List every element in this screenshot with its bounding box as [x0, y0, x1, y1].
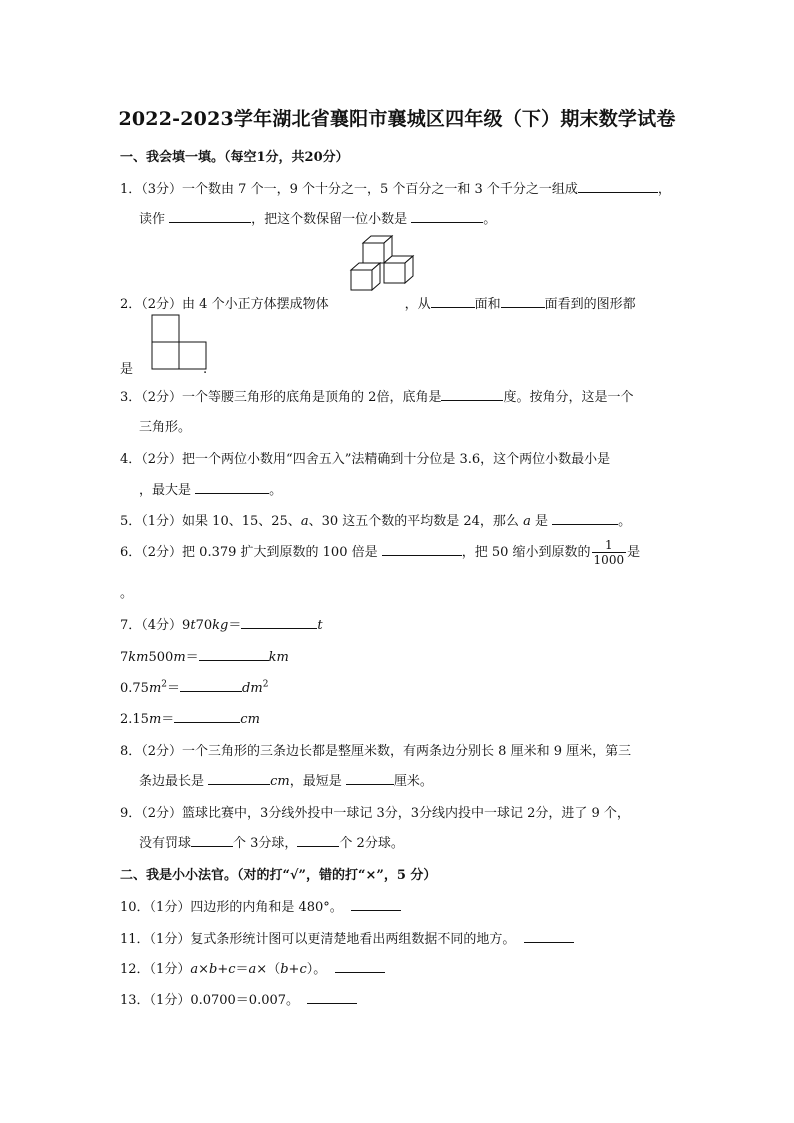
- answer-blank[interactable]: [441, 388, 503, 401]
- answer-blank[interactable]: [180, 679, 242, 692]
- question-9-line-2: 没有罚球 个 3分球， 个 2分球。: [139, 836, 404, 851]
- section-1-heading: 一、我会填一填。（每空1分，共20分）: [120, 150, 349, 165]
- answer-blank[interactable]: [501, 295, 545, 308]
- answer-blank[interactable]: [552, 512, 618, 525]
- answer-blank[interactable]: [307, 991, 357, 1004]
- question-1-line-2: 读作 ，把这个数保留一位小数是 。: [139, 212, 497, 227]
- answer-blank[interactable]: [208, 772, 270, 785]
- answer-blank[interactable]: [191, 834, 233, 847]
- question-1-line-1: 1．（3分）一个数由 7 个一，9 个十分之一，5 个百分之一和 3 个千分之一组成 ，: [120, 182, 671, 197]
- question-3-line-2: 三角形。: [139, 420, 192, 435]
- fraction-one-thousandth: $\frac{1}{1000}$: [593, 538, 625, 567]
- question-9-line-1: 9．（2分）篮球比赛中，3分线外投中一球记 3分，3分线内投中一球记 2分，进了 9 个，: [120, 806, 630, 821]
- answer-blank[interactable]: [382, 543, 462, 556]
- question-13: 13．（1分）0.0700＝0.007。: [120, 989, 357, 1008]
- question-6-line-2: 。: [120, 586, 134, 601]
- question-7-line-3: $0.75m^2= dm^2$: [120, 679, 269, 696]
- answer-blank[interactable]: [524, 930, 574, 943]
- answer-blank[interactable]: [195, 481, 269, 494]
- question-12: 12．（1分）a×b+c＝a×（b+c）。: [120, 958, 385, 977]
- answer-blank[interactable]: [241, 616, 317, 629]
- section-2-heading: 二、我是小小法官。（对的打“√”，错的打“×”，5 分）: [120, 868, 437, 883]
- question-10: 10．（1分）四边形的内角和是 480°。: [120, 896, 401, 915]
- question-11: 11．（1分）复式条形统计图可以更清楚地看出两组数据不同的地方。: [120, 928, 574, 947]
- answer-blank[interactable]: [351, 898, 401, 911]
- question-7-line-2: 7km500m＝ km: [120, 650, 289, 665]
- answer-blank[interactable]: [578, 180, 658, 193]
- question-6-line-1: 6．（2分）把 0.379 扩大到原数的 100 倍是 ，把 50 缩小到原数的 $\frac{1}{1000}$ 是: [120, 538, 641, 567]
- question-7-line-1: 7．（4分）9t70kg＝ t: [120, 618, 323, 633]
- page-title: 2022-2023学年湖北省襄阳市襄城区四年级（下）期末数学试卷: [118, 108, 676, 130]
- question-2-line-2: 是 .: [120, 362, 208, 377]
- answer-blank[interactable]: [199, 648, 269, 661]
- question-7-line-4: 2.15m＝ cm: [120, 712, 260, 727]
- question-3-line-1: 3．（2分）一个等腰三角形的底角是顶角的 2倍，底角是 度。按角分，这是一个: [120, 390, 634, 405]
- answer-blank[interactable]: [169, 210, 251, 223]
- answer-blank[interactable]: [431, 295, 475, 308]
- question-4-line-2: ，最大是 。: [139, 483, 283, 498]
- question-5: 5．（1分）如果 10、15、25、a、30 这五个数的平均数是 24，那么 a 是 。: [120, 514, 632, 529]
- question-8-line-2: 条边最长是 cm，最短是 厘米。: [139, 774, 433, 789]
- answer-blank[interactable]: [174, 710, 240, 723]
- question-4-line-1: 4．（2分）把一个两位小数用“四舍五入”法精确到十分位是 3.6，这个两位小数最小是: [120, 452, 611, 467]
- answer-blank[interactable]: [297, 834, 339, 847]
- question-2-line-1: 2．（2分）由 4 个小正方体摆成物体 ，从 面和 面看到的图形都: [120, 297, 636, 312]
- answer-blank[interactable]: [346, 772, 394, 785]
- answer-blank[interactable]: [411, 210, 483, 223]
- question-8-line-1: 8．（2分）一个三角形的三条边长都是整厘米数，有两条边分别长 8 厘米和 9 厘米，第三: [120, 744, 632, 759]
- answer-blank[interactable]: [335, 960, 385, 973]
- cube-stack-figure: [346, 234, 422, 302]
